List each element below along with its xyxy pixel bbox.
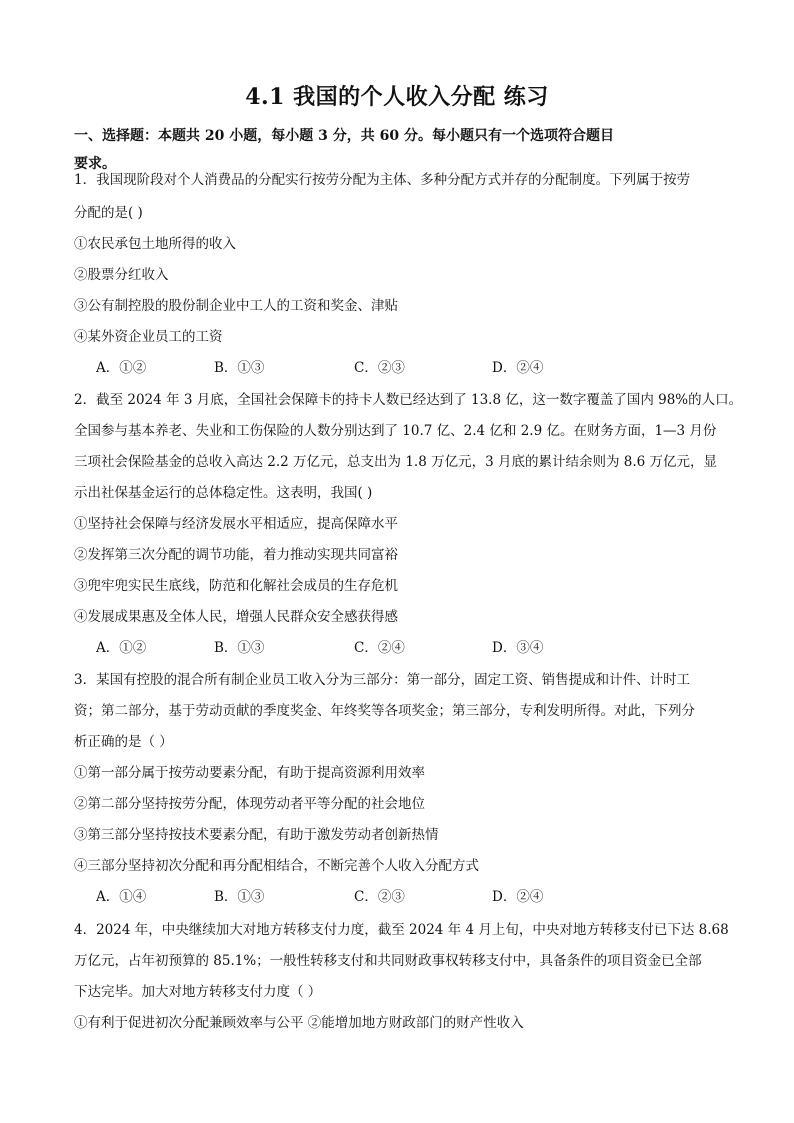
q2-option-b[interactable]: B．①③ — [214, 640, 265, 656]
q4-stem-line-3: 下达完毕。加大对地方转移支付力度（ ） — [74, 984, 322, 1000]
q2-stem-line-4: 示出社保基金运行的总体稳定性。这表明，我国( ) — [74, 485, 373, 501]
q2-option-a[interactable]: A．①② — [96, 640, 147, 656]
q3-option-d[interactable]: D．②④ — [492, 889, 544, 905]
q2-options — [96, 638, 656, 658]
q3-stem-line-3: 析正确的是（ ） — [74, 734, 173, 750]
q4-stem-line-2: 万亿元，占年初预算的 85.1%；一般性转移支付和共同财政事权转移支付中，具备条件的项目资金已全部 — [74, 953, 702, 969]
q1-item-1: ①农民承包土地所得的收入 — [74, 236, 236, 252]
q2-stem-line-3: 三项社会保险基金的总收入高达 2.2 万亿元，总支出为 1.8 万亿元，3 月底的累计结余则为 8.6 万亿元，显 — [74, 454, 718, 470]
q2-item-3: ③兜牢兜实民生底线，防范和化解社会成员的生存危机 — [74, 578, 398, 594]
q3-item-4: ④三部分坚持初次分配和再分配相结合，不断完善个人收入分配方式 — [74, 858, 479, 874]
q2-item-2: ②发挥第三次分配的调节功能，着力推动实现共同富裕 — [74, 547, 398, 563]
q1-option-a[interactable]: A．①② — [96, 360, 147, 376]
q4-stem-line-1: 4．2024 年，中央继续加大对地方转移支付力度，截至 2024 年 4 月上旬，中央对地方转移支付已下达 8.68 — [74, 922, 729, 938]
q1-options — [96, 358, 656, 378]
q1-option-b[interactable]: B．①③ — [214, 360, 265, 376]
q2-option-d[interactable]: D．③④ — [492, 640, 544, 656]
q2-option-c[interactable]: C．②④ — [354, 640, 405, 656]
q3-option-c[interactable]: C．②③ — [354, 889, 405, 905]
q3-stem-line-1: 3．某国有控股的混合所有制企业员工收入分为三部分：第一部分，固定工资、销售提成和计件、计时工 — [74, 672, 691, 688]
section-heading-line-1: 一、选择题：本题共 20 小题，每小题 3 分，共 60 分。每小题只有一个选项符合题目 — [74, 128, 614, 144]
q1-stem-line-1: 1．我国现阶段对个人消费品的分配实行按劳分配为主体、多种分配方式并存的分配制度。下列属于按劳 — [74, 172, 691, 188]
q1-option-d[interactable]: D．②④ — [492, 360, 544, 376]
q3-stem-line-2: 资；第二部分，基于劳动贡献的季度奖金、年终奖等各项奖金；第三部分，专利发明所得。对此，下列分 — [74, 703, 695, 719]
section-heading-line-2: 要求。 — [74, 156, 116, 172]
q1-option-c[interactable]: C．②③ — [354, 360, 405, 376]
q3-option-b[interactable]: B．①③ — [214, 889, 265, 905]
q3-item-1: ①第一部分属于按劳动要素分配，有助于提高资源利用效率 — [74, 765, 425, 781]
q2-stem-line-1: 2．截至 2024 年 3 月底，全国社会保障卡的持卡人数已经达到了 13.8 亿，这一数字覆盖了国内 98%的人口。 — [74, 392, 743, 408]
q4-items-line-1: ①有利于促进初次分配兼顾效率与公平 ②能增加地方财政部门的财产性收入 — [74, 1015, 524, 1031]
q1-item-3: ③公有制控股的股份制企业中工人的工资和奖金、津贴 — [74, 298, 398, 314]
q1-stem-line-2: 分配的是( ) — [74, 205, 143, 221]
q3-option-a[interactable]: A．①④ — [96, 889, 147, 905]
q3-item-3: ③第三部分坚持按技术要素分配，有助于激发劳动者创新热情 — [74, 827, 439, 843]
q3-item-2: ②第二部分坚持按劳分配，体现劳动者平等分配的社会地位 — [74, 796, 425, 812]
page-title: 4.1 我国的个人收入分配 练习 — [245, 84, 549, 110]
q2-item-4: ④发展成果惠及全体人民，增强人民群众安全感获得感 — [74, 609, 398, 625]
q2-item-1: ①坚持社会保障与经济发展水平相适应，提高保障水平 — [74, 516, 398, 532]
q1-item-2: ②股票分红收入 — [74, 267, 169, 283]
q2-stem-line-2: 全国参与基本养老、失业和工伤保险的人数分别达到了 10.7 亿、2.4 亿和 2.9 亿。在财务方面，1—3 月份 — [74, 423, 717, 439]
q3-options — [96, 887, 656, 907]
q1-item-4: ④某外资企业员工的工资 — [74, 329, 223, 345]
